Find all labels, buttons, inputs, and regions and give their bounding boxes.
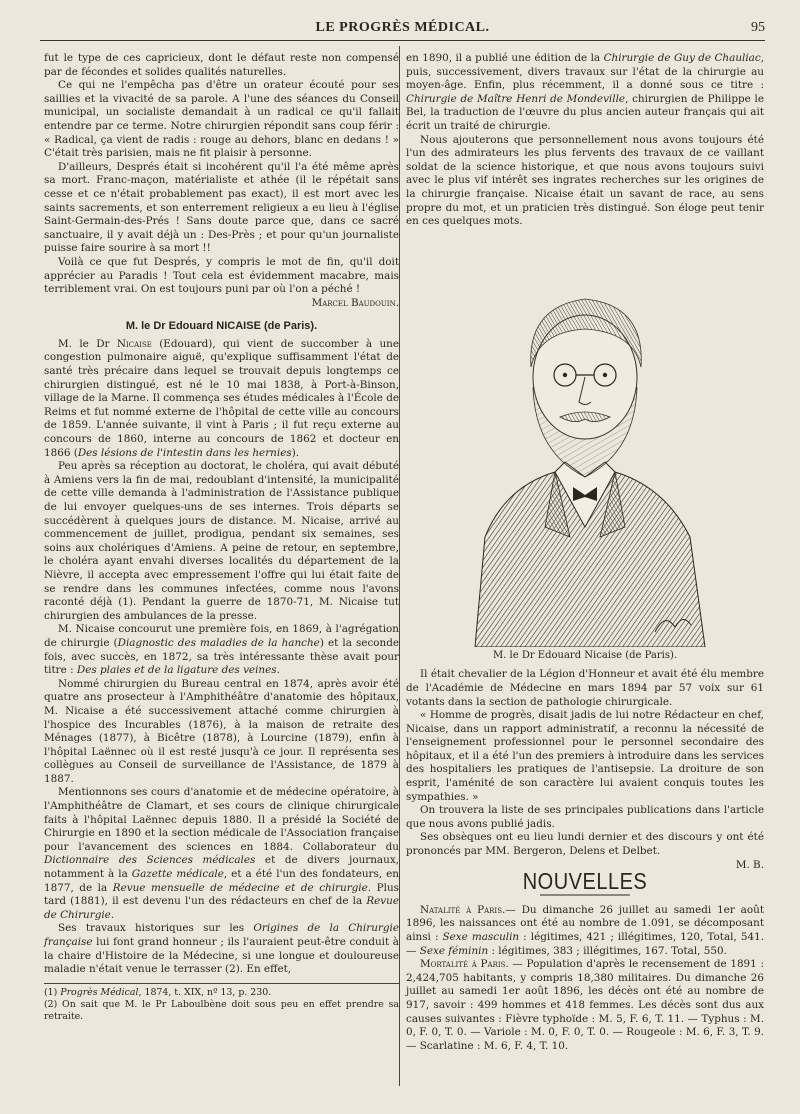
nouvelles-heading: NOUVELLES (522, 869, 648, 895)
text-run: ) et la seconde fois, avec succès, en 1872, sa très intéressante thèse avait pour titre : (44, 636, 400, 677)
news-label: Natalité à Paris. (420, 903, 506, 916)
italic-title: Chirurgie de Guy de Chauliac (603, 52, 761, 64)
italic-title: Gazette médicale (131, 868, 224, 881)
portrait-illustration (455, 237, 715, 647)
italic-title: Revue de Chirurgie (44, 895, 399, 921)
footnote (44, 987, 399, 999)
text-run: ). (291, 446, 300, 459)
paragraph (44, 786, 399, 922)
text-run: M. Nicaise concourut une première fois, en 1869, à l'agrégation de chirurgie ( (44, 623, 399, 649)
obituary-title: M. le Dr Edouard NICAISE (de Paris). (125, 320, 318, 333)
italic-run: Sexe féminin (419, 944, 489, 957)
paragraph: D'ailleurs, Després était si incohérent qu'il l'a été même après sa mort. Franc-maçon, matérialiste et athée (il le répétait sans cesse et ce n'était probablement pas exact), il est mort avec les saints sacrements, et son enterrement religieux a eu lieu à l'église Saint-Germain-des-Prés ! Sans doute parce que, dans ce sacré sanctuaire, il y avait déjà un : Des-Près ; et pour qu'un journaliste puisse faire sourire à sa mort !! (44, 160, 399, 255)
journal-title: LE PROGRÈS MÉDICAL. (315, 20, 490, 35)
thesis-title: Des lésions de l'intestin dans les hernies (77, 446, 292, 459)
text-run: en 1890, il a publié une édition de la (406, 52, 604, 64)
signature: M. B. (735, 858, 764, 871)
paragraph (44, 623, 399, 677)
text-run: et de divers journaux, notamment à la (44, 854, 399, 881)
text-run: , et a été l'un des fondateurs, en 1877, de la (44, 868, 399, 894)
paragraph: Il était chevalier de la Légion d'Honneur et avait été élu membre de l'Académie de Médecine en mars 1894 par 57 voix sur 61 votants dans la section de pathologie chirurgicale. (406, 668, 764, 708)
paragraph: « Homme de progrès, disait jadis de lui notre Rédacteur en chef, Nicaise, dans un rapport administratif, a reconnu la nécessité de l'enseignement professionnel pour le personnel secondaire des hôpitaux, et il a été l'un des premiers à introduire dans les services des hospitaliers les pratiques de l'antisepsie. La droiture de son esprit, l'aménité de son caractère lui avaient conquis toutes les sympathies. » (406, 709, 764, 803)
paragraph: Ses obsèques ont eu lieu lundi dernier et des discours y ont été prononcés par MM. Bergeron, Delens et Delbet. (406, 831, 764, 858)
page-header (40, 18, 765, 41)
left-column (44, 52, 399, 1023)
italic-title: Des plaies et de la ligature des veines. (76, 664, 280, 677)
paragraph: fut le type de ces capricieux, dont le défaut reste non compensé par de fécondes et solides qualités naturelles. (44, 52, 399, 78)
text-run: Ses travaux historiques sur les (58, 922, 254, 935)
text-run: — Du dimanche 26 juillet au samedi 1er août 1896, les naissances ont été au nombre de 1.091, se décomposant ainsi : (406, 903, 764, 943)
name-run: Nicaise (116, 337, 152, 350)
paragraph (44, 922, 399, 976)
italic-title: Origines de la Chirurgie française (44, 922, 399, 948)
text-run: : légitimes, 421 ; illégitimes, 120, Total, 541. — (406, 931, 764, 957)
right-column (406, 52, 764, 1053)
italic-title: Chirurgie de Maître Henri de Mondeville (406, 92, 626, 105)
footnote: (2) On sait que M. le Pr Laboulbène doit sous peu en effet prendre sa retraite. (44, 998, 399, 1022)
text-run: M. le Dr (58, 337, 117, 350)
paragraph: Nous ajouterons que personnellement nous avons toujours été l'un des admirateurs les plus fervents des travaux de ce vaillant soldat de la science historique, et que nous avons toujours suivi avec le plus vif intérêt ses ingrates recherches sur les origines de la chirurgie française. Nicaise était un savant de race, au sens propre du mot, et un praticien très distingué. Son éloge peut tenir en ces quelques mots. (406, 133, 764, 228)
paragraph: Nommé chirurgien du Bureau central en 1874, après avoir été quatre ans prosecteur à l'Amphithéâtre d'anatomie des hôpitaux, M. Nicaise a été successivement attaché comme chirurgien à l'hospice des Incurables (1876), à la maison de retraite des Ménages (1877), à Bicêtre (1878), à Lourcine (1879), enfin à l'hôpital Laënnec où il est resté jusqu'à ce jour. Il représenta ses collègues au Conseil de surveillance de l'Assistance, de 1879 à 1887. (44, 677, 399, 785)
portrait-engraving (455, 237, 715, 647)
signature (44, 297, 399, 311)
news-item (406, 904, 764, 958)
signature-name: Marcel Baudouin. (311, 296, 399, 309)
paragraph: On trouvera la liste de ses principales publications dans l'article que nous avons publié jadis. (406, 804, 764, 830)
news-item (406, 958, 764, 1053)
news-label: Mortalité à Paris. (420, 958, 509, 971)
portrait-caption: M. le Dr Edouard Nicaise (de Paris). (492, 649, 678, 661)
paragraph (44, 338, 399, 460)
text-run: lui font grand honneur ; ils l'auraient peut-être conduit à la chaire d'Histoire de la Médecine, si une longue et douloureuse maladie n'était venue le terrasser (2). En effet, (44, 936, 399, 976)
text-run: , chirurgien de Philippe le Bel, la traduction de l'œuvre du plus ancien auteur français qui ait écrit un traité de chirurgie. (406, 92, 764, 132)
text-run: — Population d'après le recensement de 1891 : 2,424,705 habitants, y compris 18,380 militaires. Du dimanche 26 juillet au samedi 1er août 1896, les décès ont été au nombre de 917, savoir : 499 hommes et 418 femmes. Les décès sont dus aux causes suivantes : Fièvre typhoïde : M. 5, F. 6, T. 11. — Typhus : M. 0, F. 0, T. 0. — Variole : M. 0, F. 0, T. 0. — Rougeole : M. 6, F. 3, T. 9. — Scarlatine : M. 6, F. 4, T. 10. (406, 958, 764, 1052)
italic-title: Revue mensuelle de médecine et de chirurgie (112, 881, 368, 894)
text-run: : légitimes, 383 ; illégitimes, 167. Total, 550. (488, 944, 727, 957)
text-run: (1) (44, 986, 61, 998)
italic-title: Progrès Médical (60, 986, 139, 998)
italic-title: Dictionnaire des Sciences médicales (44, 854, 256, 867)
text-run: Mentionnons ses cours d'anatomie et de médecine opératoire, à l'Amphithéâtre de Clamart, et ses cours de clinique chirurgicale faits à l'hôpital Laënnec depuis 1880. Il a présidé la Société de Chirurgie en 1890 et la section médicale de l'Association française pour l'avancement des sciences en 1884. Collaborateur du (44, 786, 399, 853)
text-run: (Edouard), qui vient de succomber à une congestion pulmonaire aiguë, qu'explique suffisamment l'état de santé très précaire dans lequel se trouvait depuis longtemps ce chirurgien distingué, est né le 10 mai 1838, à Port-à-Binson, village de la Marne. Il commença ses études médicales à l'École de Reims et fut nommé externe de l'hôpital de cette ville au concours de 1859. L'année suivante, il vint à Paris ; il fut reçu externe au concours de 1860, interne au concours de 1862 et docteur en 1866 ( (44, 337, 399, 459)
text-run: , puis, successivement, divers travaux sur l'état de la chirurgie au moyen-âge. Enfin, plus récemment, il a donné sous ce titre : (406, 52, 764, 92)
page-number: 95 (751, 20, 765, 35)
footnotes (44, 983, 399, 1023)
paragraph: Ce qui ne l'empêcha pas d'être un orateur écouté pour ses saillies et la vivacité de sa parole. A l'une des séances du Conseil municipal, un socialiste demandait à un radical ce qu'il fallait entendre par ce terme. Notre chirurgien répondit sans coup férir : « Radical, ça vient de radis : rouge au dehors, blanc en dedans ! » C'était très parisien, mais ne fit plaisir à personne. (44, 79, 399, 160)
text-run: , 1874, t. XIX, nº 13, p. 230. (138, 986, 272, 998)
text-run: . Plus tard (1881), il est devenu l'un des rédacteurs en chef de la (44, 881, 400, 908)
italic-run: Sexe masculin (442, 931, 520, 943)
column-divider (399, 46, 400, 1086)
italic-title: Diagnostic des maladies de la hanche (117, 636, 320, 649)
text-run: . (110, 908, 115, 921)
paragraph: Peu après sa réception au doctorat, le choléra, qui avait débuté à Amiens vers la fin de mai, redoublant d'intensité, la municipalité de cette ville demanda à l'administration de l'Assistance publique de lui envoyer quelques-uns de ses internes. Trois départs se succédèrent à quelques jours de distance. M. Nicaise, arrivé au commencement de juillet, prodigua, pendant six semaines, ses soins aux cholériques d'Amiens. A peine de retour, en septembre, le choléra ayant envahi diverses localités du département de la Nièvre, il accepta avec empressement l'offre qui lui était faite de se rendre dans les communes infectées, comme nous l'avons raconté déjà (1). Pendant la guerre de 1870-71, M. Nicaise tut chirurgien des ambulances de la presse. (44, 460, 399, 622)
paragraph: Voilà ce que fut Després, y compris le mot de fin, qu'il doit apprécier au Paradis ! Tout cela est évidemment macabre, mais terriblement vrai. On est toujours puni par où l'on a péché ! (44, 255, 399, 296)
paragraph (406, 52, 764, 134)
